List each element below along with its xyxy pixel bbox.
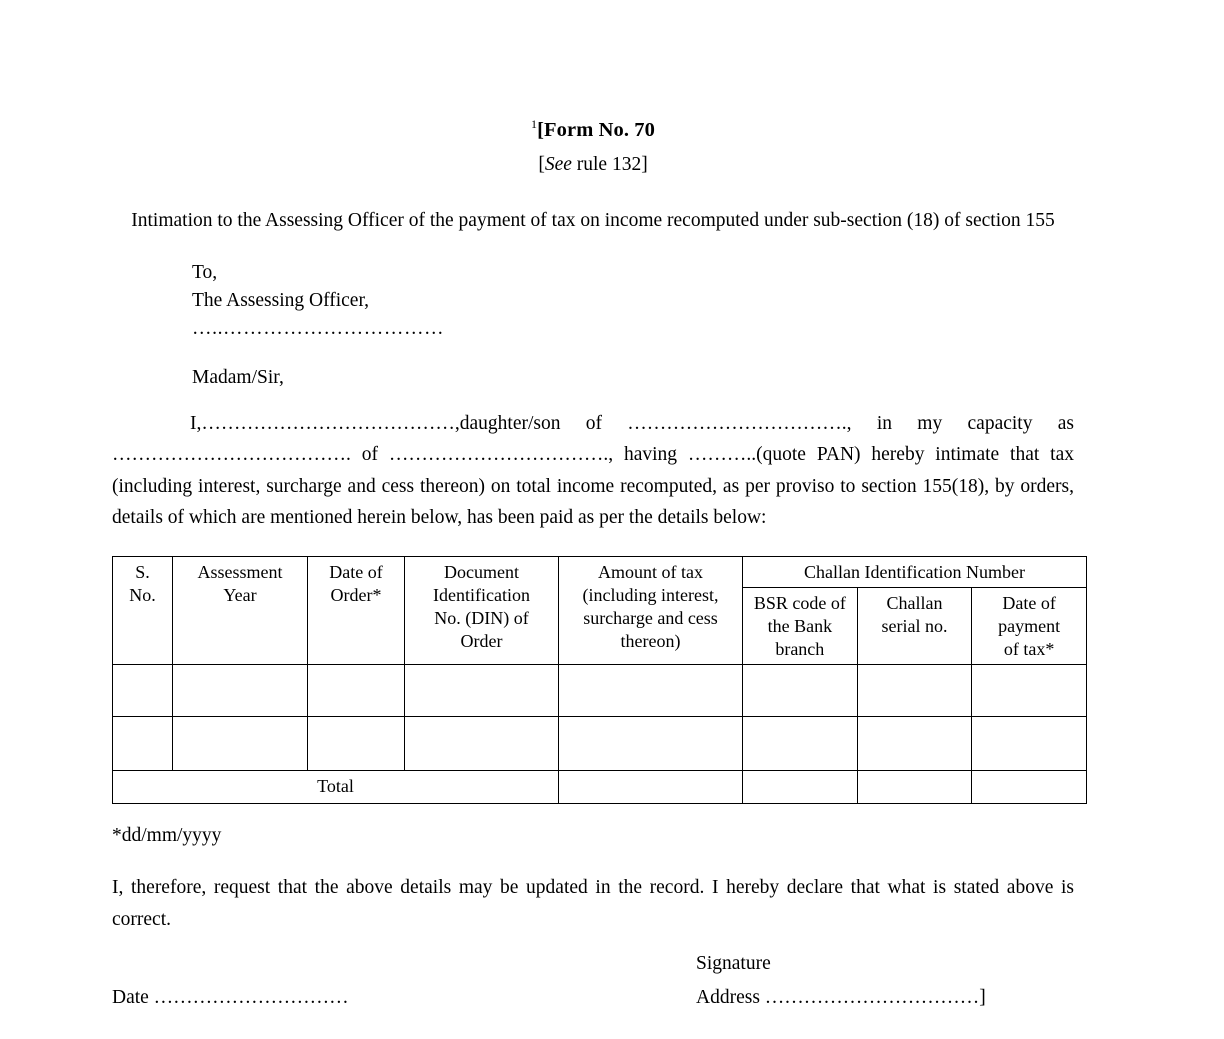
payment-details-table — [112, 556, 1087, 804]
document-content — [112, 0, 1074, 1039]
addressee-to: To, — [192, 262, 218, 284]
title-text: [Form No. 70 — [537, 119, 655, 141]
declaration-paragraph — [112, 392, 1074, 534]
challan-serial-line2: serial no. — [881, 616, 948, 637]
amount-line4: thereon) — [620, 631, 681, 652]
table-total-row — [113, 771, 1087, 804]
bsr-line3: branch — [775, 639, 825, 660]
cell-assessment-year[interactable] — [173, 665, 308, 717]
body-paragraph-text: I,…………………………………,daughter/son of ……………………………., in my capacity as ………………………………. of ……………………………., having ………..(quote PAN) hereby intimate that tax (including interest, surcharge and cess thereon) on total income recomputed, as per proviso to section 155(18), by orders, details of which are mentioned herein below, has been paid as per the details below: — [112, 412, 1074, 529]
cell-date-of-payment[interactable] — [972, 665, 1087, 717]
cell-bsr-code[interactable] — [743, 665, 858, 717]
cell-date-of-payment[interactable] — [972, 717, 1087, 771]
rule-see-word: See — [544, 153, 572, 175]
cell-bsr-code[interactable] — [743, 717, 858, 771]
cell-challan-serial-no[interactable] — [857, 665, 972, 717]
date-format-footnote: *dd/mm/yyyy — [112, 825, 222, 847]
signature-label: Signature — [696, 952, 771, 974]
table-body — [113, 665, 1087, 804]
column-header-bsr-code — [743, 588, 858, 665]
cell-amount-of-tax[interactable] — [559, 717, 743, 771]
cell-din[interactable] — [405, 665, 559, 717]
signature-block — [112, 935, 1074, 1039]
rule-bracket-open: [ — [538, 153, 545, 175]
challan-serial-line1: Challan — [886, 593, 943, 614]
amount-line3: surcharge and cess — [583, 608, 718, 629]
column-header-assessment-year — [173, 557, 308, 665]
table-header-row-1 — [113, 557, 1087, 588]
cell-date-of-order[interactable] — [308, 717, 405, 771]
din-line2: Identification — [433, 585, 530, 606]
column-header-challan-serial-no — [857, 588, 972, 665]
date-payment-line1: Date of payment — [998, 593, 1061, 637]
din-line3: No. (DIN) of — [434, 608, 529, 629]
table-row — [113, 665, 1087, 717]
addressee-blank-line: …..…………………………… — [192, 317, 445, 339]
cell-serial-no[interactable] — [113, 665, 173, 717]
column-header-amount-of-tax — [559, 557, 743, 665]
serial-no-line2: No. — [129, 585, 156, 606]
cell-assessment-year[interactable] — [173, 717, 308, 771]
form-title — [112, 0, 1074, 144]
column-header-date-of-order — [308, 557, 405, 665]
total-amount-of-tax[interactable] — [559, 771, 743, 804]
bsr-line2: the Bank — [767, 616, 833, 637]
cell-serial-no[interactable] — [113, 717, 173, 771]
column-header-document-identification-number — [405, 557, 559, 665]
amount-line2: (including interest, — [582, 585, 719, 606]
din-line1: Document — [444, 562, 519, 583]
bsr-line1: BSR code of — [753, 593, 846, 614]
intimation-heading: Intimation to the Assessing Officer of the payment of tax on income recomputed under sub-section (18) of section 155 — [131, 210, 1055, 231]
title-footnote-marker: 1 — [530, 117, 538, 132]
total-label: Total — [113, 771, 559, 804]
final-declaration: I, therefore, request that the above details may be updated in the record. I hereby declare that what is stated above is correct. — [112, 877, 1074, 930]
cell-date-of-order[interactable] — [308, 665, 405, 717]
column-header-serial-no — [113, 557, 173, 665]
total-bsr-code[interactable] — [743, 771, 858, 804]
table-row — [113, 717, 1087, 771]
total-challan-serial-no[interactable] — [857, 771, 972, 804]
rule-number: rule 132] — [571, 153, 648, 175]
date-payment-line2: of tax* — [1003, 639, 1055, 660]
addressee-block — [112, 233, 1074, 342]
rule-reference — [112, 144, 1074, 177]
column-header-date-of-payment — [972, 588, 1087, 665]
amount-line1: Amount of tax — [598, 562, 703, 583]
salutation: Madam/Sir, — [192, 367, 284, 389]
addressee-officer: The Assessing Officer, — [192, 290, 370, 312]
date-field-label[interactable]: Date ………………………… — [112, 986, 349, 1008]
cell-amount-of-tax[interactable] — [559, 665, 743, 717]
total-date-of-payment[interactable] — [972, 771, 1087, 804]
table-header — [113, 557, 1087, 665]
column-header-challan-identification-number: Challan Identification Number — [743, 557, 1087, 588]
din-line4: Order — [460, 631, 503, 652]
cell-din[interactable] — [405, 717, 559, 771]
assessment-year-line1: Assessment — [197, 562, 283, 583]
assessment-year-line2: Year — [223, 585, 257, 606]
serial-no-line1: S. — [135, 562, 150, 583]
payment-details-table-wrapper — [112, 534, 1074, 804]
address-field-label[interactable]: Address ……………………………] — [696, 986, 986, 1008]
date-of-order-line2: Order* — [330, 585, 382, 606]
date-of-order-line1: Date of — [329, 562, 383, 583]
cell-challan-serial-no[interactable] — [857, 717, 972, 771]
